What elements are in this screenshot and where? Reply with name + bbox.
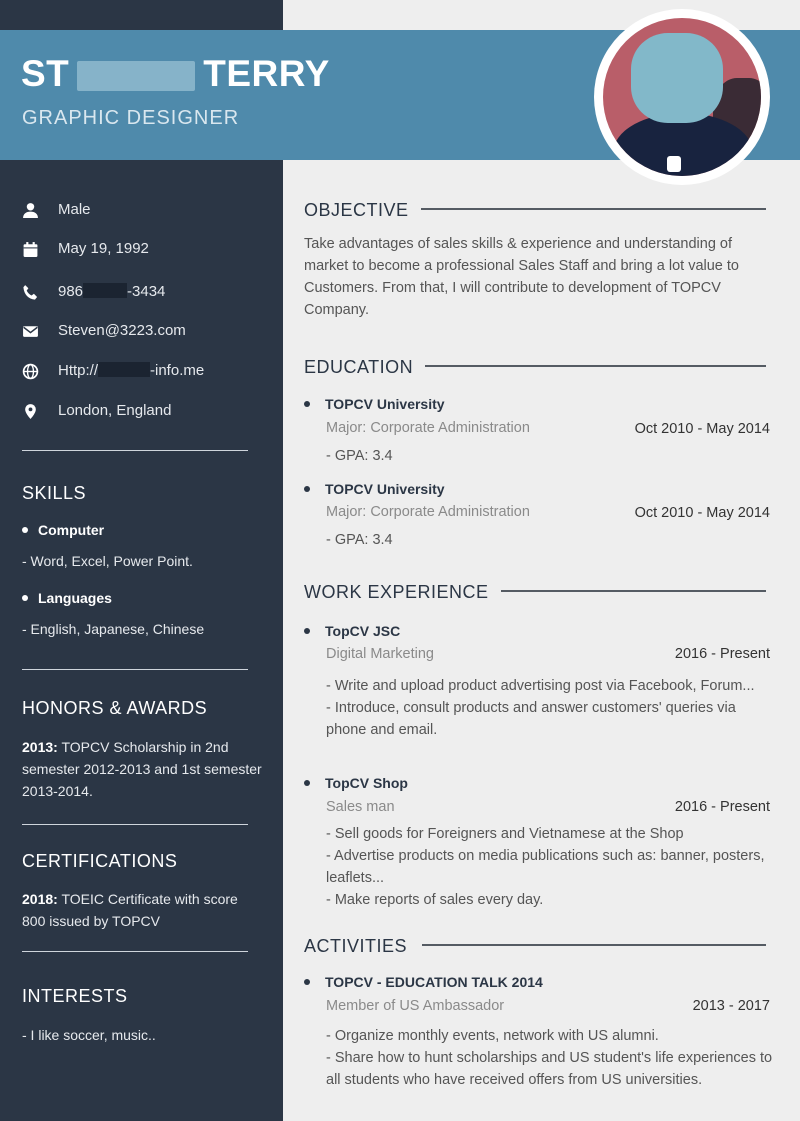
website-redaction [98, 362, 150, 377]
activity-date: 2013 - 2017 [692, 998, 770, 1014]
globe-icon [22, 363, 39, 380]
website-end: -info.me [150, 362, 205, 379]
work-date: 2016 - Present [674, 646, 770, 662]
sidebar-divider [22, 450, 248, 451]
education-heading: EDUCATION [304, 357, 425, 378]
honors-text [22, 736, 262, 802]
section-rule [425, 365, 766, 367]
work-description-line: - Sell goods for Foreigners and Vietnamese at the Shop [326, 826, 684, 842]
skills-heading: SKILLS [22, 483, 87, 503]
activity-description-line: - Share how to hunt scholarships and US student's life experiences to all students who have received offers from US universities. [326, 1050, 773, 1088]
work-position: Sales man [326, 799, 395, 815]
candidate-name [21, 53, 330, 95]
phone-value [58, 283, 165, 300]
name-end: TERRY [203, 53, 330, 94]
phone-end: -3434 [127, 283, 166, 300]
phone-start: 986 [58, 283, 84, 300]
education-gpa: - GPA: 3.4 [326, 532, 393, 548]
skill-detail: - English, Japanese, Chinese [22, 621, 205, 637]
website-start: Http:// [58, 362, 99, 379]
name-start: ST [21, 53, 70, 94]
education-gpa: - GPA: 3.4 [326, 448, 393, 464]
work-description [326, 675, 776, 741]
education-date: Oct 2010 - May 2014 [634, 505, 770, 521]
job-title: GRAPHIC DESIGNER [22, 107, 240, 129]
interests-text: - I like soccer, music.. [22, 1027, 156, 1043]
objective-heading: OBJECTIVE [304, 200, 421, 221]
contact-location [0, 400, 283, 424]
skill-detail: - Word, Excel, Power Point. [22, 553, 193, 569]
website-value[interactable] [58, 362, 204, 379]
honors-description: TOPCV Scholarship in 2nd semester 2012-2013 and 1st semester 2013-2014. [22, 739, 262, 799]
work-description-line: - Introduce, consult products and answer customers' queries via phone and email. [326, 700, 736, 738]
work-experience-heading: WORK EXPERIENCE [304, 582, 501, 603]
activity-title: TOPCV - EDUCATION TALK 2014 [304, 974, 543, 990]
email-value[interactable]: Steven@3223.com [58, 322, 186, 339]
location-value: London, England [58, 402, 172, 419]
avatar [603, 18, 761, 176]
skill-title: Languages [22, 590, 112, 606]
avatar-badge [667, 156, 681, 172]
gender-value: Male [58, 201, 91, 218]
contact-website [0, 360, 283, 384]
education-date: Oct 2010 - May 2014 [634, 421, 770, 437]
calendar-icon [22, 241, 39, 258]
contact-gender [0, 199, 283, 223]
section-rule [422, 944, 766, 946]
honors-year: 2013: [22, 739, 58, 755]
objective-text: Take advantages of sales skills & experience and understanding of market to become a professional Sales Staff and bring a lot value to Customers. From that, I will contribute to development of TOPCV Company. [304, 236, 739, 318]
honors-heading: HONORS & AWARDS [22, 698, 208, 718]
work-description-line: - Advertise products on media publications such as: banner, posters, leaflets... [326, 848, 765, 886]
contact-phone [0, 281, 283, 305]
contact-birthday [0, 238, 283, 262]
work-description [326, 823, 776, 911]
skill-title: Computer [22, 522, 104, 538]
work-date: 2016 - Present [674, 799, 770, 815]
phone-redaction [83, 283, 127, 298]
certification-year: 2018: [22, 891, 58, 907]
work-description-line: - Make reports of sales every day. [326, 892, 544, 908]
phone-icon [22, 284, 39, 301]
work-description-line: - Write and upload product advertising post via Facebook, Forum... [326, 678, 755, 694]
education-school: TOPCV University [304, 481, 445, 497]
education-school: TOPCV University [304, 396, 445, 412]
contact-email [0, 320, 283, 344]
education-major: Major: Corporate Administration [326, 420, 530, 436]
sidebar-divider [22, 824, 248, 825]
envelope-icon [22, 323, 39, 340]
activity-description-line: - Organize monthly events, network with US alumni. [326, 1028, 659, 1044]
work-position: Digital Marketing [326, 646, 434, 662]
birthday-value: May 19, 1992 [58, 240, 149, 257]
activity-role: Member of US Ambassador [326, 998, 505, 1014]
interests-heading: INTERESTS [22, 986, 128, 1006]
activity-description [326, 1025, 776, 1091]
certifications-heading: CERTIFICATIONS [22, 851, 178, 871]
person-icon [22, 202, 39, 219]
avatar-face-blur [631, 33, 723, 123]
education-major: Major: Corporate Administration [326, 504, 530, 520]
certification-text [22, 888, 262, 932]
name-redaction [77, 61, 195, 91]
sidebar-divider [22, 669, 248, 670]
sidebar-divider [22, 951, 248, 952]
certification-description: TOEIC Certificate with score 800 issued by TOPCV [22, 891, 238, 929]
work-company: TopCV Shop [304, 775, 408, 791]
section-rule [420, 208, 766, 210]
work-company: TopCV JSC [304, 623, 400, 639]
section-rule [494, 590, 766, 592]
location-pin-icon [22, 403, 39, 420]
activities-heading: ACTIVITIES [304, 936, 419, 957]
